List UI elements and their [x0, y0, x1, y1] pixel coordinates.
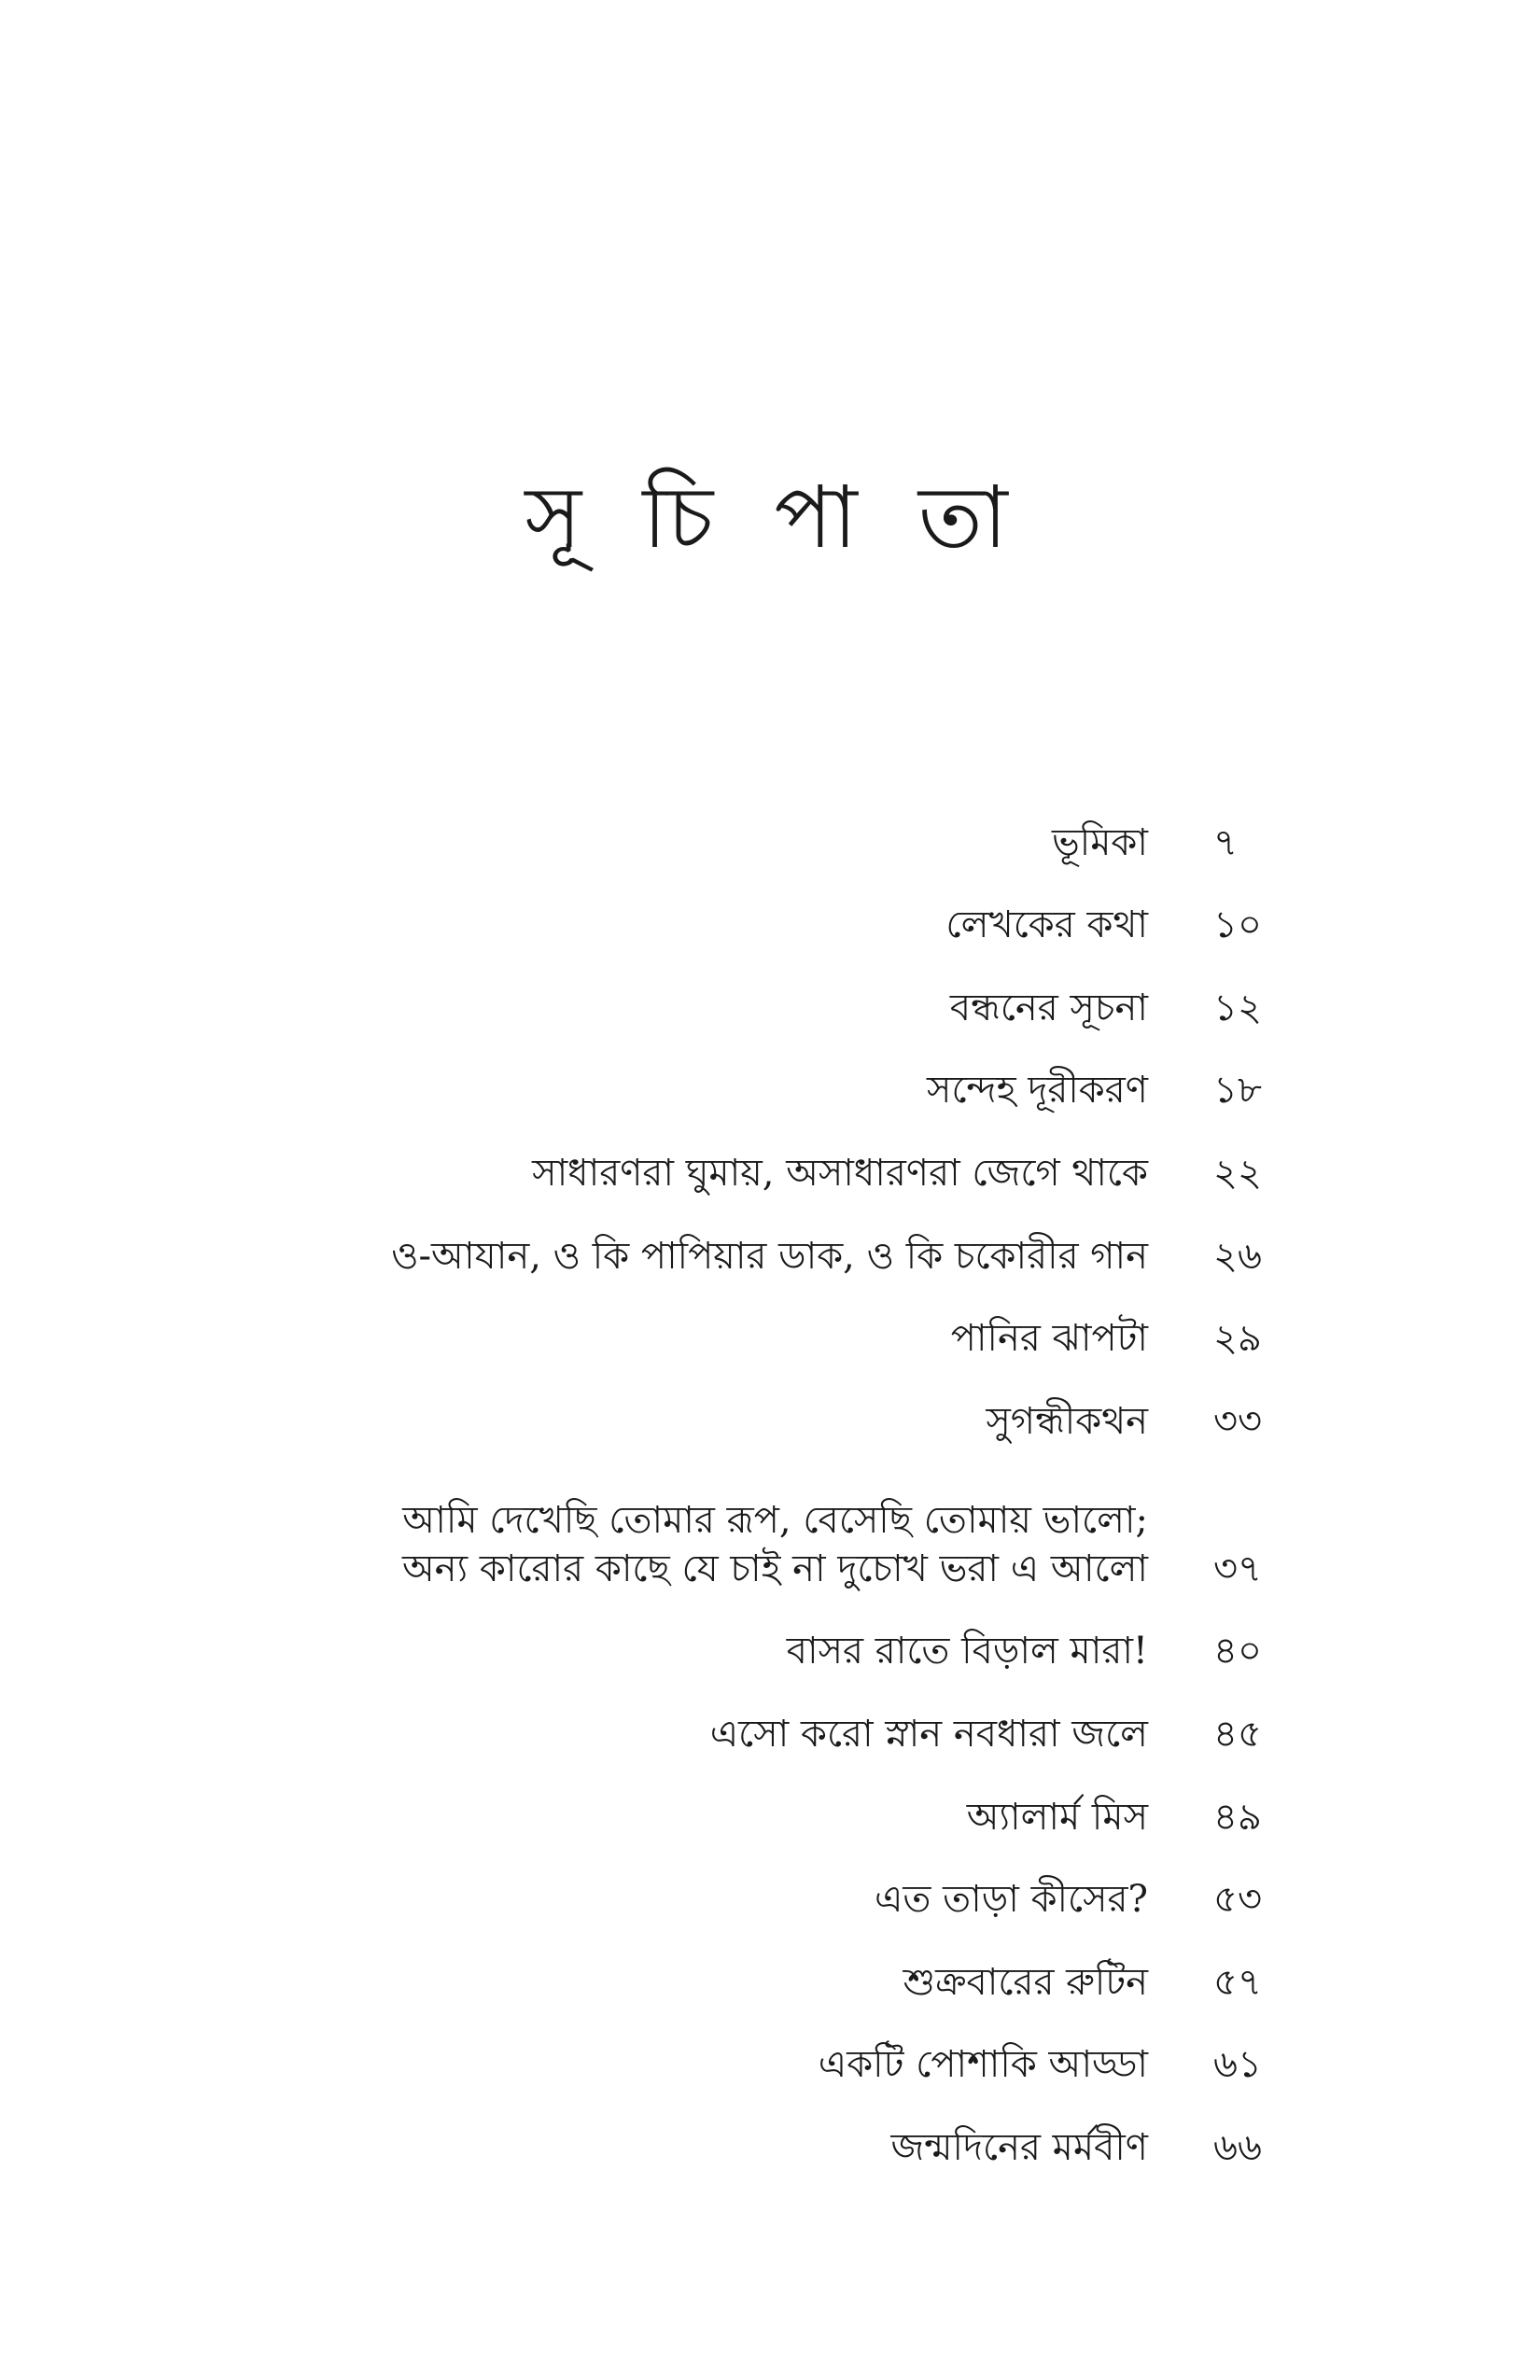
toc-entry	[280, 2007, 1307, 2090]
toc-entry-title: সুগন্ধীকথন	[986, 1399, 1148, 1443]
toc-entry-page: ৭	[1213, 820, 1239, 864]
toc-entry-page: ২৯	[1213, 1317, 1262, 1361]
toc-entry-page: ২৬	[1213, 1234, 1263, 1278]
toc-entry-page: ৪০	[1213, 1630, 1262, 1673]
toc-entry	[280, 784, 1307, 867]
toc-entry-page: ১২	[1213, 986, 1262, 1029]
toc-entry-title: জন্মদিনের মর্মবীণ	[890, 2125, 1148, 2169]
toc-entry-page: ৫৩	[1213, 1878, 1262, 1922]
toc-entry-title: সন্দেহ দূরীকরণ	[927, 1069, 1148, 1113]
toc-entry	[280, 949, 1307, 1032]
toc-entry-title: ও-আযান, ও কি পাপিয়ার ডাক, ও কি চকোরীর গান	[391, 1234, 1148, 1278]
toc-entry-title: বাসর রাতে বিড়াল মারা!	[786, 1630, 1148, 1673]
toc-entry	[280, 1758, 1307, 1841]
toc-entry-page: ২২	[1213, 1151, 1263, 1195]
toc-entry-page: ৪৫	[1213, 1712, 1262, 1756]
toc-entry-title: লেখকের কথা	[945, 903, 1148, 947]
toc-entry-title: বন্ধনের সূচনা	[949, 986, 1148, 1029]
toc-entry-title: এত তাড়া কীসের?	[874, 1878, 1148, 1922]
toc-entry-page: ৩৩	[1213, 1399, 1263, 1443]
toc-entry-title: অ্যালার্ম মিস	[966, 1795, 1148, 1839]
toc-entry-title: একটি পোশাকি আড্ডা	[818, 2043, 1148, 2087]
toc-entry-title: সাধারণরা ঘুমায়, অসাধারণরা জেগে থাকে	[532, 1151, 1148, 1195]
toc-entry-page: ১০	[1213, 903, 1262, 947]
toc-entry	[280, 1114, 1307, 1197]
toc-entry-title-line: আমি দেখেছি তোমার রূপ, বেসেছি তোমায় ভালো;	[402, 1498, 1148, 1542]
toc-entry	[280, 1197, 1307, 1281]
toc-entry	[280, 1281, 1307, 1364]
toc-entry-title: ভূমিকা	[1051, 820, 1148, 864]
table-of-contents	[280, 784, 1307, 2172]
toc-entry	[280, 2089, 1307, 2172]
toc-entry-page: ৩৭	[1213, 1547, 1263, 1590]
toc-entry-title-line: অন্য কারোর কাছে যে চাই না দুচোখ ভরা এ আলো	[402, 1547, 1148, 1590]
toc-entry	[280, 1363, 1307, 1446]
toc-entry	[280, 1032, 1307, 1115]
toc-entry	[280, 1446, 1307, 1593]
toc-entry	[280, 867, 1307, 950]
toc-entry	[280, 1841, 1307, 1925]
toc-entry-page: ৬৬	[1213, 2125, 1263, 2169]
toc-entry-page: ৬১	[1213, 2043, 1262, 2087]
toc-entry	[280, 1924, 1307, 2007]
toc-entry-title: শুক্রবারের রুটিন	[903, 1960, 1148, 2004]
toc-entry-page: ৫৭	[1213, 1960, 1262, 2004]
toc-entry-title	[308, 1496, 1148, 1593]
toc-entry-title: এসো করো স্নান নবধারা জলে	[709, 1712, 1148, 1756]
toc-entry	[280, 1593, 1307, 1676]
toc-entry-page: ১৮	[1213, 1069, 1262, 1113]
toc-entry-title: পানির ঝাপটা	[950, 1317, 1148, 1361]
page-title: সূ চি পা তা	[525, 468, 1025, 567]
toc-entry	[280, 1675, 1307, 1758]
toc-entry-page: ৪৯	[1213, 1795, 1262, 1839]
